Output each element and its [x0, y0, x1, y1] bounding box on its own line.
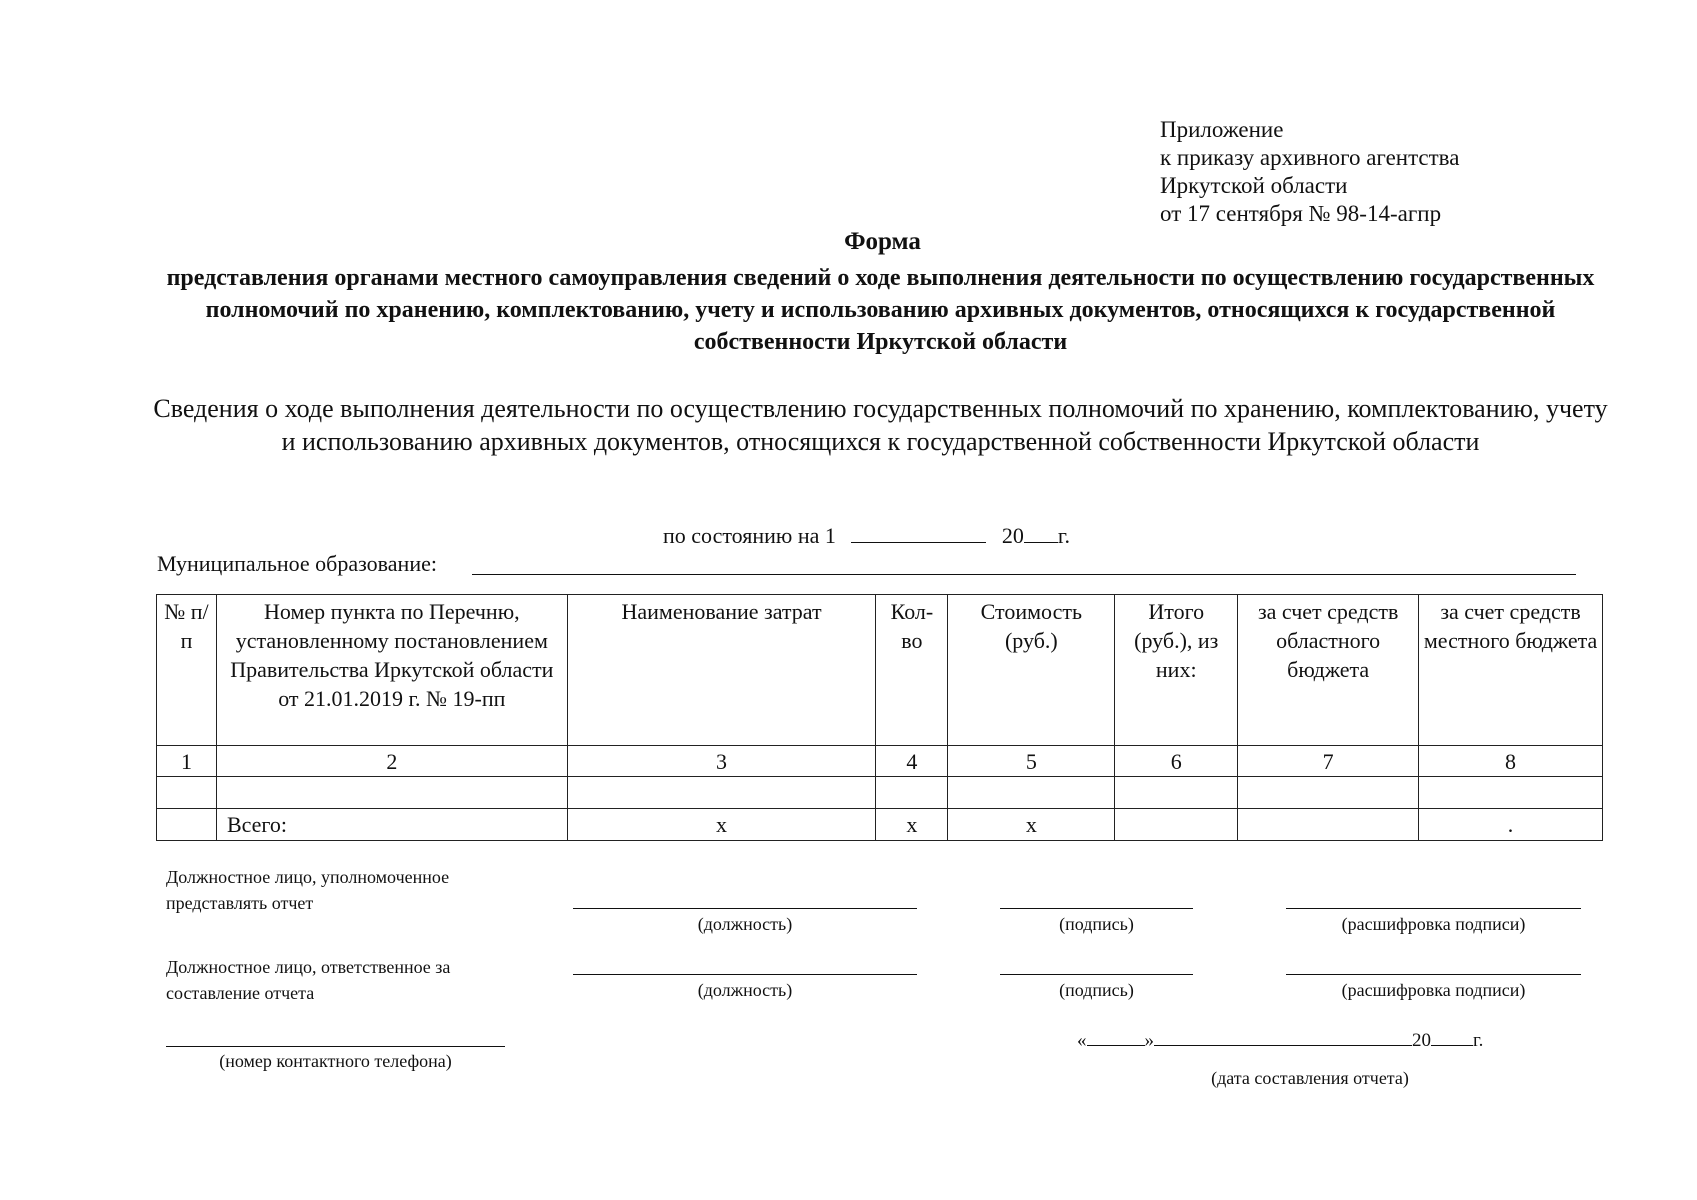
person2-position-field[interactable]	[573, 974, 917, 975]
total-cell[interactable]	[1238, 809, 1419, 841]
table-cell[interactable]	[216, 777, 567, 809]
total-label: Всего:	[216, 809, 567, 841]
date-year-suffix: г.	[1473, 1030, 1484, 1051]
phone-caption: (номер контактного телефона)	[219, 1051, 452, 1071]
as-of-year-field[interactable]	[1024, 522, 1058, 543]
decoding-caption: (расшифровка подписи)	[1341, 914, 1526, 934]
total-cell	[157, 809, 217, 841]
total-cell[interactable]	[1115, 809, 1238, 841]
municipality-label: Муниципальное образование:	[157, 551, 437, 576]
person2-signature-field[interactable]	[1000, 974, 1193, 975]
table-cell[interactable]	[1115, 777, 1238, 809]
table-cell[interactable]	[157, 777, 217, 809]
header-cell: Наименование затрат	[567, 595, 876, 746]
phone-field[interactable]	[166, 1046, 505, 1047]
table-cell[interactable]	[876, 777, 948, 809]
appendix-line: Иркутской области	[1160, 173, 1348, 198]
number-cell: 1	[157, 746, 217, 777]
report-date-line	[1077, 1027, 1483, 1052]
signature-caption: (подпись)	[1059, 914, 1134, 934]
header-cell: Стоимость (руб.)	[948, 595, 1115, 746]
header-cell: Итого (руб.), из них:	[1115, 595, 1238, 746]
date-caption: (дата составления отчета)	[1211, 1068, 1409, 1088]
table-cell[interactable]	[948, 777, 1115, 809]
header-cell: за счет средств местного бюджета	[1419, 595, 1603, 746]
date-close-quote: »	[1144, 1030, 1154, 1051]
appendix-line: Приложение	[1160, 117, 1284, 142]
municipality-field[interactable]	[472, 574, 1576, 575]
number-cell: 7	[1238, 746, 1419, 777]
expenses-table	[156, 594, 1603, 841]
number-cell: 2	[216, 746, 567, 777]
date-open-quote: «	[1077, 1030, 1087, 1051]
as-of-month-field[interactable]	[851, 522, 986, 543]
as-of-prefix: по состоянию на 1	[663, 523, 836, 548]
number-cell: 3	[567, 746, 876, 777]
appendix-line: от 17 сентября № 98-14-агпр	[1160, 201, 1442, 226]
header-cell: Кол-во	[876, 595, 948, 746]
person2-label: Должностное лицо, ответственное за составление отчета	[166, 957, 451, 1003]
header-cell: № п/п	[157, 595, 217, 746]
info-title: Сведения о ходе выполнения деятельности по осуществлению государственных полномочий по хранению, комплектованию, учету и использованию архивных документов, относящихся к государственной собственности Иркутской области	[153, 394, 1608, 456]
decoding-caption: (расшифровка подписи)	[1341, 980, 1526, 1000]
date-day-field[interactable]	[1087, 1027, 1145, 1046]
position-caption: (должность)	[697, 980, 793, 1000]
table-cell[interactable]	[1419, 777, 1603, 809]
number-cell: 4	[876, 746, 948, 777]
person1-position-field[interactable]	[573, 908, 917, 909]
position-caption: (должность)	[697, 914, 793, 934]
signature-caption: (подпись)	[1059, 980, 1134, 1000]
total-cell: х	[948, 809, 1115, 841]
person1-label: Должностное лицо, уполномоченное представлять отчет	[166, 867, 450, 913]
number-cell: 8	[1419, 746, 1603, 777]
appendix-block	[1160, 116, 1459, 228]
number-cell: 5	[948, 746, 1115, 777]
as-of-year-suffix: г.	[1057, 523, 1070, 548]
table-header-row	[157, 595, 1603, 746]
appendix-line: к приказу архивного агентства	[1160, 145, 1460, 170]
person1-signature-field[interactable]	[1000, 908, 1193, 909]
total-cell[interactable]: .	[1419, 809, 1603, 841]
table-number-row	[157, 746, 1603, 777]
date-year-field[interactable]	[1431, 1027, 1473, 1046]
person2-decoding-field[interactable]	[1286, 974, 1581, 975]
date-year-prefix: 20	[1412, 1030, 1431, 1051]
total-cell: х	[567, 809, 876, 841]
table-cell[interactable]	[567, 777, 876, 809]
total-cell: х	[876, 809, 948, 841]
date-month-field[interactable]	[1154, 1027, 1412, 1046]
table-row	[157, 777, 1603, 809]
as-of-line	[663, 522, 1070, 549]
person1-decoding-field[interactable]	[1286, 908, 1581, 909]
table-cell[interactable]	[1238, 777, 1419, 809]
form-description: представления органами местного самоуправления сведений о ходе выполнения деятельности по осуществлению государственных полномочий по хранению, комплектованию, учету и использованию архивных документов, относящихся к государственной собственности Иркутской области	[166, 265, 1595, 355]
number-cell: 6	[1115, 746, 1238, 777]
form-title: Форма	[844, 228, 921, 255]
as-of-year-prefix: 20	[1001, 523, 1024, 548]
header-cell: за счет средств областного бюджета	[1238, 595, 1419, 746]
header-cell: Номер пункта по Перечню, установленному постановлением Правительства Иркутской области от 21.01.2019 г. № 19-пп	[216, 595, 567, 746]
table-total-row	[157, 809, 1603, 841]
